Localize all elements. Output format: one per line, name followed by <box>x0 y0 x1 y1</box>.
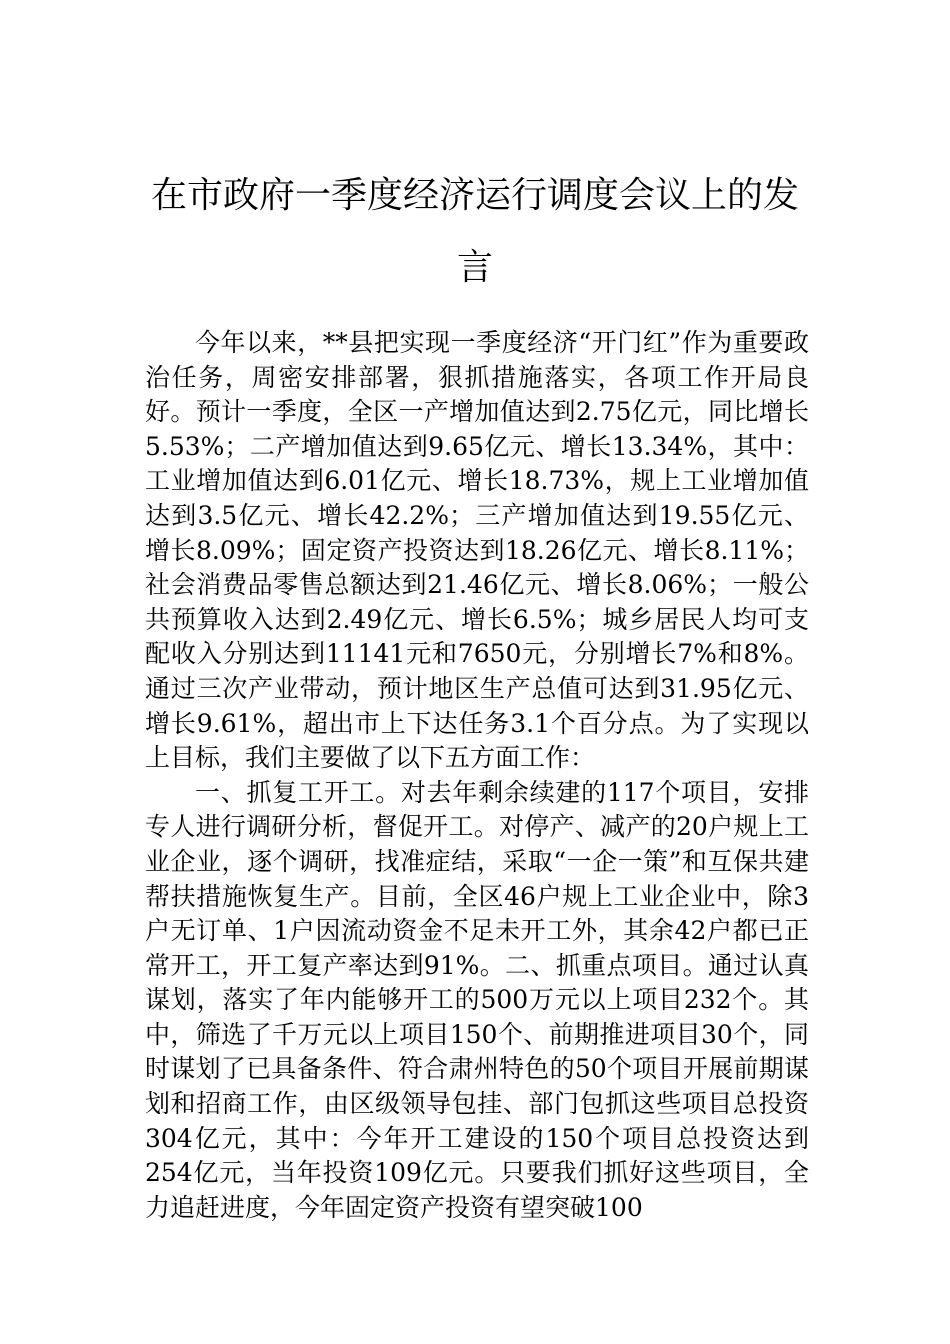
body-paragraph-2: 一、抓复工开工。对去年剩余续建的117个项目，安排专人进行调研分析，督促开工。对停产、减产的20户规上工业企业，逐个调研，找准症结，采取“一企一策”和互保共建帮扶措施恢复生产。目前，全区46户规上工业企业中，除3户无订单、1户因流动资金不足未开工外，其余42户都已正常开工，开工复产率达到91%。二、抓重点项目。通过认真谋划，落实了年内能够开工的500万元以上项目232个。其中，筛选了千万元以上项目150个、前期推进项目30个，同时谋划了已具备条件、符合肃州特色的50个项目开展前期谋划和招商工作，由区级领导包挂、部门包抓这些项目总投资304亿元，其中：今年开工建设的150个项目总投资达到254亿元，当年投资109亿元。只要我们抓好这些项目，全力追赶进度，今年固定资产投资有望突破100 <box>145 777 809 1222</box>
document-title: 在市政府一季度经济运行调度会议上的发言 <box>150 175 799 288</box>
body-paragraph-1: 今年以来，**县把实现一季度经济“开门红”作为重要政治任务，周密安排部署，狠抓措施落实，各项工作开局良好。预计一季度，全区一产增加值达到2.75亿元，同比增长5.53%；二产增加值达到9.65亿元、增长13.34%，其中：工业增加值达到6.01亿元、增长18.73%，规上工业增加值达到3.5亿元、增长42.2%；三产增加值达到19.55亿元、增长8.09%；固定资产投资达到18.26亿元、增长8.11%；社会消费品零售总额达到21.46亿元、增长8.06%；一般公共预算收入达到2.49亿元、增长6.5%；城乡居民人均可支配收入分别达到11141元和7650元，分别增长7%和8%。通过三次产业带动，预计地区生产总值可达到31.95亿元、增长9.61%，超出市上下达任务3.1个百分点。为了实现以上目标，我们主要做了以下五方面工作： <box>145 328 809 773</box>
document-body <box>145 326 809 1225</box>
